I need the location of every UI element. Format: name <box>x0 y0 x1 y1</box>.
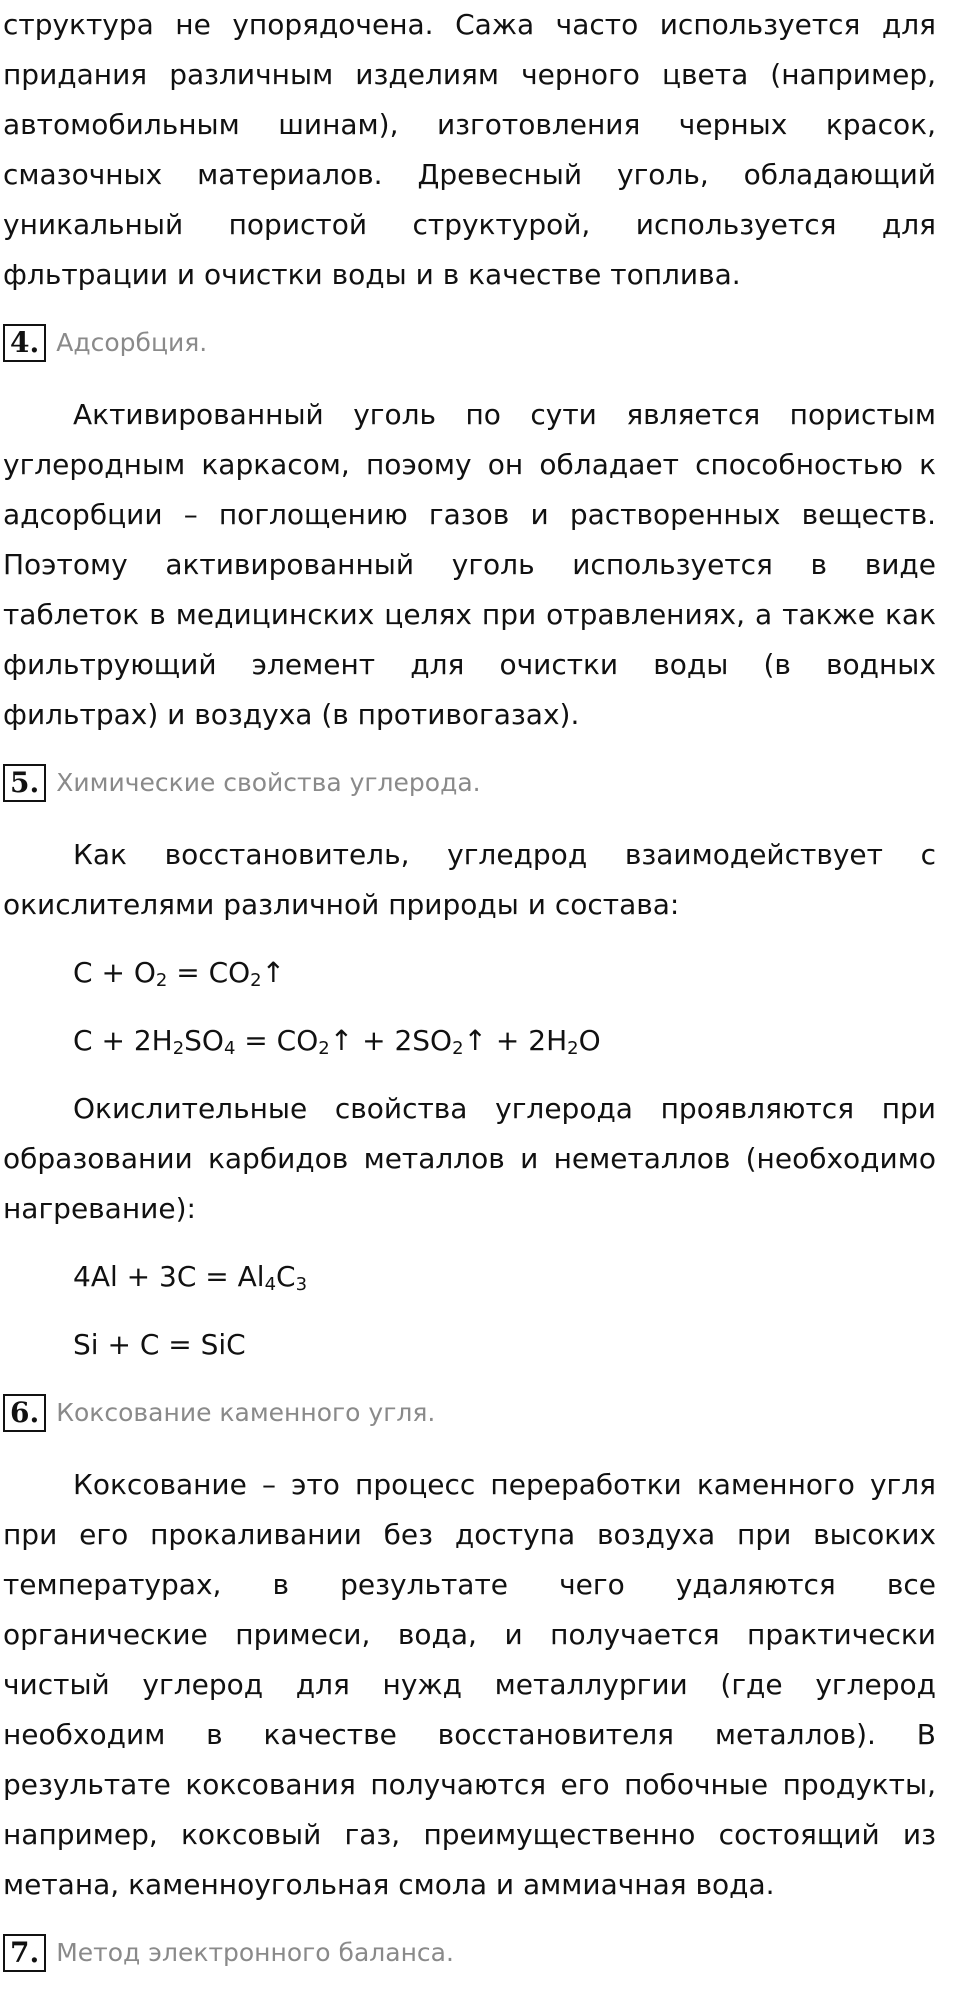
section-5-paragraph-1: Как восстановитель, угледрод взаимодействует с окислителями различной природы и состава: <box>3 838 936 921</box>
section-6-title: Коксование каменного угля. <box>56 1398 436 1427</box>
formula-silicon-carbide: Si + C = SiC <box>73 1328 246 1361</box>
formula-carbon-oxygen: $C + O_2$ = $CO_2↑$ <box>73 956 286 991</box>
intro-paragraph: структура не упорядочена. Сажа часто используется для придания различным изделиям черного цвета (например, автомобильным шинам), изготовления черных красок, смазочных материалов. Древесный уголь, обладающий уникальный пористой структурой, используется для фльтрации и очистки воды и в качестве топлива. <box>3 8 936 291</box>
section-7-title: Метод электронного баланса. <box>56 1938 454 1967</box>
section-5-heading <box>3 758 936 808</box>
section-5-number: 5. <box>3 764 46 802</box>
section-4-paragraph: Активированный уголь по сути является пористым углеродным каркасом, поэому он обладает способностью к адсорбции – поглощению газов и растворенных веществ. Поэтому активированный уголь используется в виде таблеток в медицинских целях при отравлениях, а также как фильтрующий элемент для очистки воды (в водных фильтрах) и воздуха (в противогазах). <box>3 398 936 731</box>
section-4-title: Адсорбция. <box>56 328 208 357</box>
section-6-paragraph: Коксование – это процесс переработки каменного угля при его прокаливании без доступа воздуха при высоких температурах, в результате чего удаляются все органические примеси, вода, и получается практически чистый углерод для нужд металлургии (где углерод необходим в качестве восстановителя металлов). В результате коксования получаются его побочные продукты, например, коксовый газ, преимущественно состоящий из метана, каменноугольная смола и аммиачная вода. <box>3 1468 936 1901</box>
section-5-paragraph-2: Окислительные свойства углерода проявляются при образовании карбидов металлов и неметаллов (необходимо нагревание): <box>3 1092 936 1225</box>
section-4-heading <box>3 318 936 368</box>
section-7-number: 7. <box>3 1934 46 1972</box>
section-4-number: 4. <box>3 324 46 362</box>
section-5-title: Химические свойства углерода. <box>56 768 481 797</box>
section-6-heading <box>3 1388 936 1438</box>
section-7-heading <box>3 1928 936 1978</box>
formula-carbon-sulfuric-acid: $C + 2H_2SO_4$ = $CO_2↑$ + $2SO_2↑ + 2H_2O$ <box>73 1024 601 1059</box>
formula-aluminium-carbide: $4Al + 3C = Al_4C_3$ <box>73 1260 308 1295</box>
section-6-number: 6. <box>3 1394 46 1432</box>
